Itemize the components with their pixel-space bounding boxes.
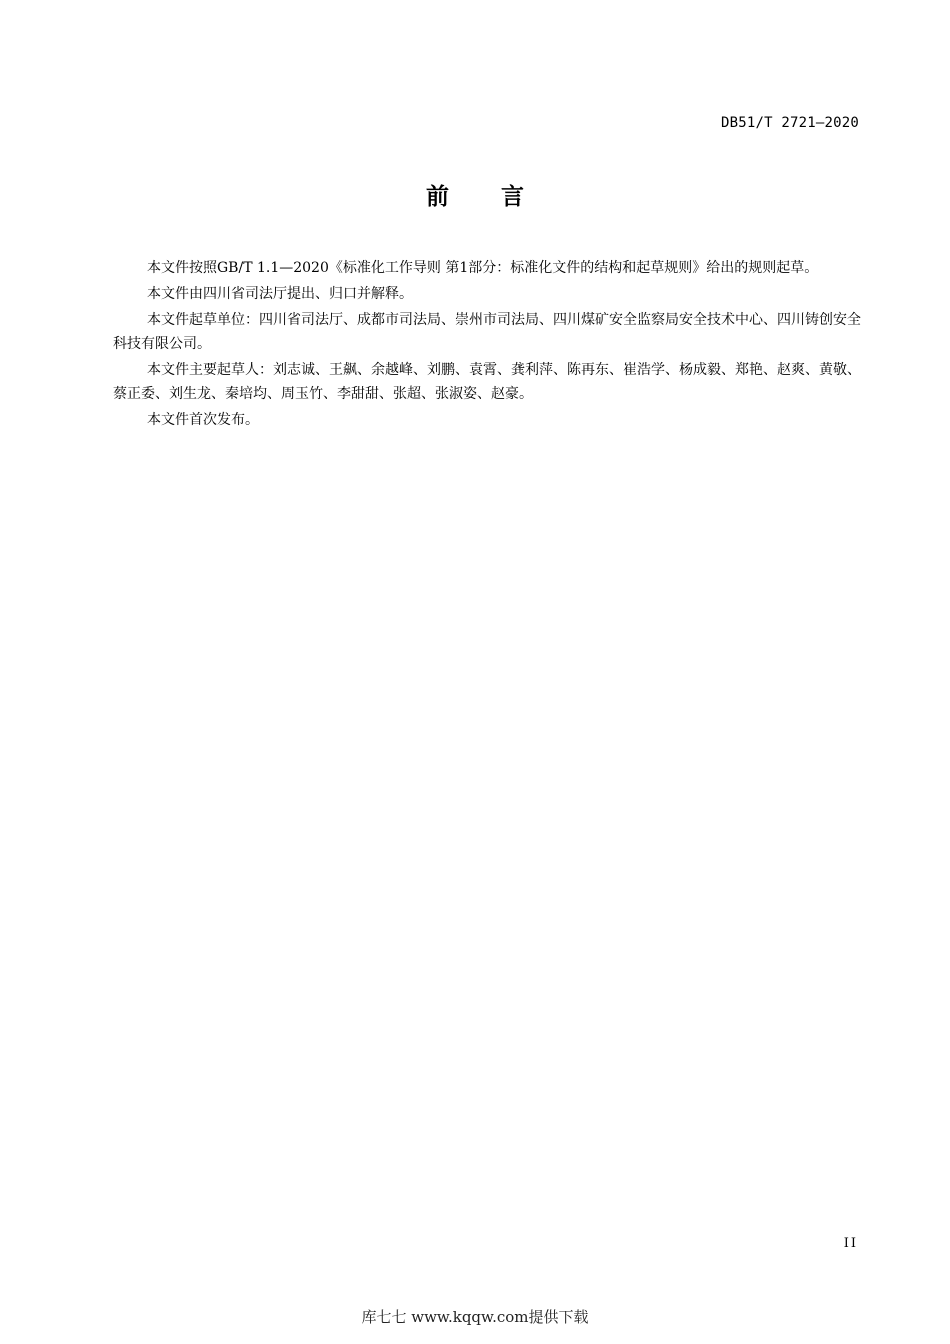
page-title <box>0 178 950 211</box>
title-part-2: 言 <box>501 184 524 210</box>
foreword-body <box>113 256 861 434</box>
paragraph-drafting-units: 本文件起草单位：四川省司法厅、成都市司法局、崇州市司法局、四川煤矿安全监察局安全技术中心、四川铸创安全科技有限公司。 <box>113 312 861 352</box>
paragraph-drafting-rules: 本文件按照GB/T 1.1—2020《标准化工作导则 第1部分：标准化文件的结构和起草规则》给出的规则起草。 <box>147 260 819 276</box>
paragraph-drafters: 本文件主要起草人：刘志诚、王飙、余越峰、刘鹏、袁霄、龚利萍、陈再东、崔浩学、杨成毅、郑艳、赵爽、黄敬、蔡正委、刘生龙、秦培均、周玉竹、李甜甜、张超、张淑姿、赵豪。 <box>113 362 861 402</box>
paragraph-first-release: 本文件首次发布。 <box>147 412 259 428</box>
standard-number: DB51/T 2721—2020 <box>720 115 859 131</box>
page-number: II <box>843 1236 858 1251</box>
footer-watermark: 库七七 www.kqqw.com提供下载 <box>361 1308 589 1326</box>
paragraph-proposer: 本文件由四川省司法厅提出、归口并解释。 <box>147 286 413 302</box>
title-part-1: 前 <box>426 184 449 210</box>
